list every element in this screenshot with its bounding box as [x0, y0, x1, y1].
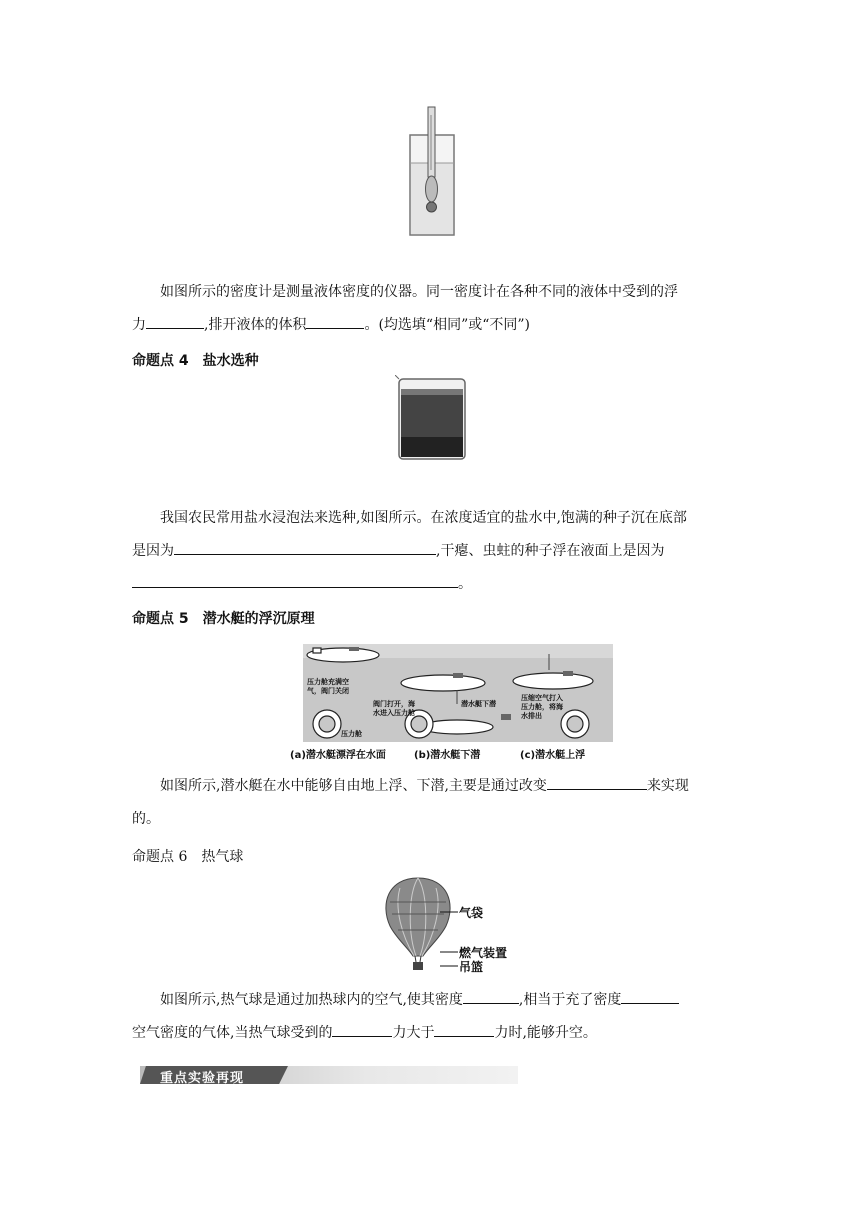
- hydrometer-figure: [404, 105, 460, 239]
- q3-text-a: 如图所示的密度计是测量液体密度的仪器。同一密度计在各种不同的液体中受到的浮: [160, 284, 678, 300]
- label-b: 阀门打开，海水进入压力舱: [373, 700, 415, 717]
- q4-text-d: 。: [458, 576, 472, 592]
- label-basket: 吊篮: [459, 960, 484, 974]
- q3-text-b: 力: [132, 317, 146, 333]
- answer-blank[interactable]: [547, 775, 647, 790]
- q5-text-a: 如图所示,潜水艇在水中能够自由地上浮、下潜,主要是通过改变: [160, 778, 547, 794]
- question-hydrometer: [132, 276, 732, 342]
- q5-text-c: 的。: [132, 811, 160, 827]
- heading-hot-air-balloon: 命题点 6 热气球: [132, 849, 244, 865]
- q4-text-a: 我国农民常用盐水浸泡法来选种,如图所示。在浓度适宜的盐水中,饱满的种子沉在底部: [160, 510, 687, 526]
- label-b2: 潜水艇下潜: [461, 700, 496, 708]
- balloon-leader-lines: [440, 904, 460, 974]
- label-burner: 燃气装置: [459, 946, 508, 960]
- caption-b: (b)潜水艇下潜: [414, 750, 481, 761]
- answer-blank[interactable]: [434, 1022, 494, 1037]
- q6-text-e: 力时,能够升空。: [494, 1025, 597, 1041]
- answer-blank[interactable]: [174, 540, 436, 555]
- submarine-figure: [303, 644, 613, 742]
- q3-text-c: ,排开液体的体积: [204, 317, 307, 333]
- q5-text-b: 来实现: [646, 778, 689, 794]
- heading-submarine: 命题点 5 潜水艇的浮沉原理: [132, 611, 315, 627]
- caption-c: (c)潜水艇上浮: [520, 750, 586, 761]
- answer-blank[interactable]: [463, 989, 519, 1004]
- question-submarine: [132, 770, 732, 836]
- question-hot-air-balloon: [132, 984, 732, 1050]
- q6-text-b: ,相当于充了密度: [518, 992, 622, 1008]
- label-air-bag: 气袋: [459, 906, 484, 920]
- label-a: 压力舱充满空气，阀门关闭: [307, 678, 349, 695]
- caption-a: (a)潜水艇漂浮在水面: [290, 750, 386, 761]
- label-a2: 压力舱: [341, 730, 362, 738]
- answer-blank[interactable]: [306, 314, 364, 329]
- heading-salt-water: 命题点 4 盐水选种: [132, 353, 259, 369]
- q3-text-d: 。(均选填“相同”或“不同”): [364, 317, 531, 333]
- answer-blank[interactable]: [132, 573, 458, 588]
- question-seed-selection: [132, 502, 732, 601]
- q6-text-a: 如图所示,热气球是通过加热球内的空气,使其密度: [160, 992, 463, 1008]
- q6-text-d: 力大于: [392, 1025, 435, 1041]
- answer-blank[interactable]: [621, 989, 679, 1004]
- q4-text-c: ,干瘪、虫蛀的种子浮在液面上是因为: [436, 543, 665, 559]
- label-c: 压缩空气打入压力舱，将海水排出: [521, 694, 563, 720]
- q6-text-c: 空气密度的气体,当热气球受到的: [132, 1025, 333, 1041]
- answer-blank[interactable]: [332, 1022, 392, 1037]
- answer-blank[interactable]: [146, 314, 204, 329]
- q4-text-b: 是因为: [132, 543, 174, 559]
- beaker-figure: [395, 375, 469, 461]
- banner-title: 重点实验再现: [160, 1071, 245, 1086]
